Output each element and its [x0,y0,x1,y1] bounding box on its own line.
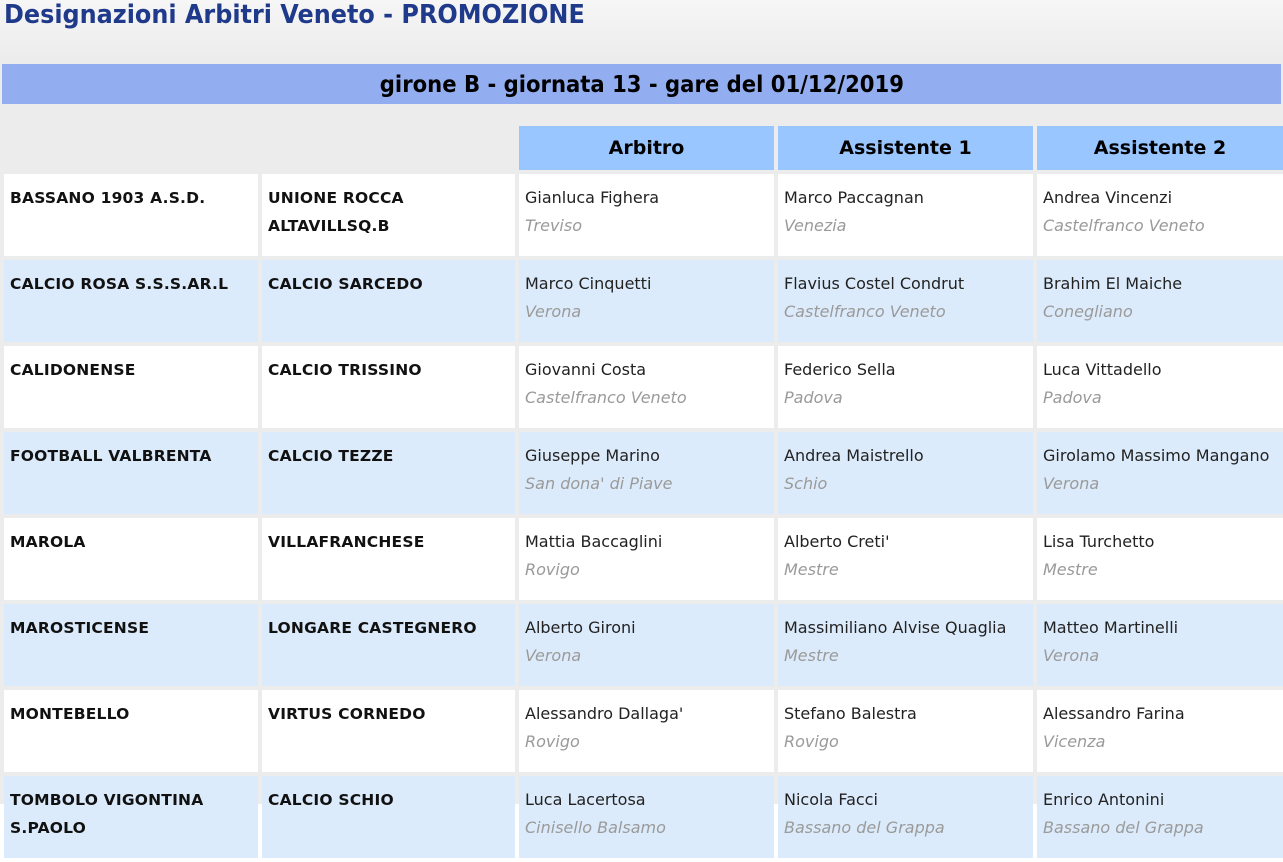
arbitro-cell [519,260,774,342]
arbitro-city: Cinisello Balsamo [525,818,666,837]
home-team: BASSANO 1903 A.S.D. [10,189,206,207]
arbitro-name: Luca Lacertosa [525,790,646,809]
arbitro-name: Gianluca Fighera [525,188,660,207]
away-team-cell [262,518,515,600]
assistente-1-cell [778,260,1033,342]
assistente-1-name: Federico Sella [784,360,896,379]
assistente-2-cell [1037,604,1283,686]
home-team-cell [4,174,258,256]
arbitro-city: Rovigo [525,560,580,579]
assistente-1-city: Venezia [784,216,847,235]
assistente-1-cell [778,604,1033,686]
home-team: FOOTBALL VALBRENTA [10,447,212,465]
away-team: LONGARE CASTEGNERO [268,619,477,637]
table-row [4,518,1283,600]
assistente-2-city: Vicenza [1043,732,1106,751]
header-assistente-2: Assistente 2 [1037,126,1283,170]
home-team-cell [4,346,258,428]
assistente-2-city: Verona [1043,474,1100,493]
header-blank-home [4,126,258,170]
assistente-1-cell [778,776,1033,858]
home-team-cell [4,776,258,858]
table-row [4,260,1283,342]
header-row [4,126,1283,170]
arbitro-city: Rovigo [525,732,580,751]
away-team: CALCIO TEZZE [268,447,394,465]
arbitro-cell [519,690,774,772]
page-title: Designazioni Arbitri Veneto - PROMOZIONE [4,0,585,30]
away-team-cell [262,776,515,858]
away-team-cell [262,260,515,342]
away-team-cell [262,346,515,428]
assistente-2-name: Enrico Antonini [1043,790,1165,809]
home-team: TOMBOLO VIGONTINA S.PAOLO [10,791,204,837]
arbitro-city: Verona [525,302,582,321]
assistente-2-name: Brahim El Maiche [1043,274,1183,293]
home-team: CALCIO ROSA S.S.S.AR.L [10,275,229,293]
assistente-1-name: Nicola Facci [784,790,878,809]
arbitro-cell [519,432,774,514]
assistente-1-cell [778,518,1033,600]
table-row [4,346,1283,428]
assistente-1-city: Mestre [784,560,839,579]
assistente-1-city: Rovigo [784,732,839,751]
arbitro-name: Giovanni Costa [525,360,647,379]
assistente-2-city: Castelfranco Veneto [1043,216,1205,235]
assistente-2-cell [1037,346,1283,428]
designations-table [0,122,1283,862]
assistente-1-city: Schio [784,474,828,493]
assistente-1-name: Marco Paccagnan [784,188,924,207]
away-team: VIRTUS CORNEDO [268,705,426,723]
away-team: CALCIO TRISSINO [268,361,422,379]
away-team: UNIONE ROCCA ALTAVILLSQ.B [268,189,404,235]
away-team: CALCIO SARCEDO [268,275,423,293]
arbitro-cell [519,174,774,256]
assistente-2-cell [1037,260,1283,342]
arbitro-city: Treviso [525,216,582,235]
assistente-1-cell [778,174,1033,256]
assistente-1-name: Massimiliano Alvise Quaglia [784,618,1007,637]
assistente-2-name: Luca Vittadello [1043,360,1162,379]
home-team-cell [4,604,258,686]
arbitro-city: Verona [525,646,582,665]
assistente-1-city: Bassano del Grappa [784,818,945,837]
arbitro-name: Giuseppe Marino [525,446,660,465]
table-row [4,174,1283,256]
assistente-1-name: Alberto Creti' [784,532,890,551]
assistente-1-city: Padova [784,388,843,407]
away-team: CALCIO SCHIO [268,791,394,809]
assistente-1-name: Flavius Costel Condrut [784,274,965,293]
home-team: CALIDONENSE [10,361,136,379]
assistente-2-cell [1037,776,1283,858]
home-team-cell [4,260,258,342]
assistente-2-city: Verona [1043,646,1100,665]
home-team-cell [4,690,258,772]
home-team: MONTEBELLO [10,705,130,723]
assistente-1-city: Mestre [784,646,839,665]
assistente-1-city: Castelfranco Veneto [784,302,946,321]
assistente-2-city: Padova [1043,388,1102,407]
round-header [2,64,1281,104]
assistente-2-cell [1037,432,1283,514]
home-team: MAROSTICENSE [10,619,150,637]
table-body [4,174,1283,858]
assistente-1-name: Stefano Balestra [784,704,917,723]
table-row [4,604,1283,686]
home-team-cell [4,518,258,600]
assistente-2-name: Lisa Turchetto [1043,532,1155,551]
table-row [4,776,1283,858]
arbitro-name: Marco Cinquetti [525,274,652,293]
assistente-1-name: Andrea Maistrello [784,446,924,465]
assistente-1-cell [778,346,1033,428]
round-header-text: girone B - giornata 13 - gare del 01/12/2019 [379,72,904,98]
home-team: MAROLA [10,533,86,551]
header-blank-away [262,126,515,170]
assistente-1-cell [778,690,1033,772]
away-team-cell [262,174,515,256]
assistente-2-name: Girolamo Massimo Mangano [1043,446,1270,465]
away-team-cell [262,432,515,514]
arbitro-cell [519,604,774,686]
assistente-2-name: Alessandro Farina [1043,704,1185,723]
assistente-2-name: Matteo Martinelli [1043,618,1179,637]
header-assistente-1: Assistente 1 [778,126,1033,170]
assistente-2-cell [1037,174,1283,256]
away-team: VILLAFRANCHESE [268,533,425,551]
assistente-2-cell [1037,690,1283,772]
away-team-cell [262,690,515,772]
arbitro-cell [519,346,774,428]
arbitro-name: Alberto Gironi [525,618,636,637]
arbitro-name: Mattia Baccaglini [525,532,663,551]
header-arbitro: Arbitro [519,126,774,170]
arbitro-cell [519,518,774,600]
assistente-2-city: Conegliano [1043,302,1133,321]
arbitro-cell [519,776,774,858]
assistente-2-name: Andrea Vincenzi [1043,188,1173,207]
away-team-cell [262,604,515,686]
assistente-2-cell [1037,518,1283,600]
table-row [4,690,1283,772]
table-row [4,432,1283,514]
home-team-cell [4,432,258,514]
assistente-2-city: Mestre [1043,560,1098,579]
arbitro-city: San dona' di Piave [525,474,673,493]
arbitro-name: Alessandro Dallaga' [525,704,684,723]
arbitro-city: Castelfranco Veneto [525,388,687,407]
assistente-2-city: Bassano del Grappa [1043,818,1204,837]
assistente-1-cell [778,432,1033,514]
